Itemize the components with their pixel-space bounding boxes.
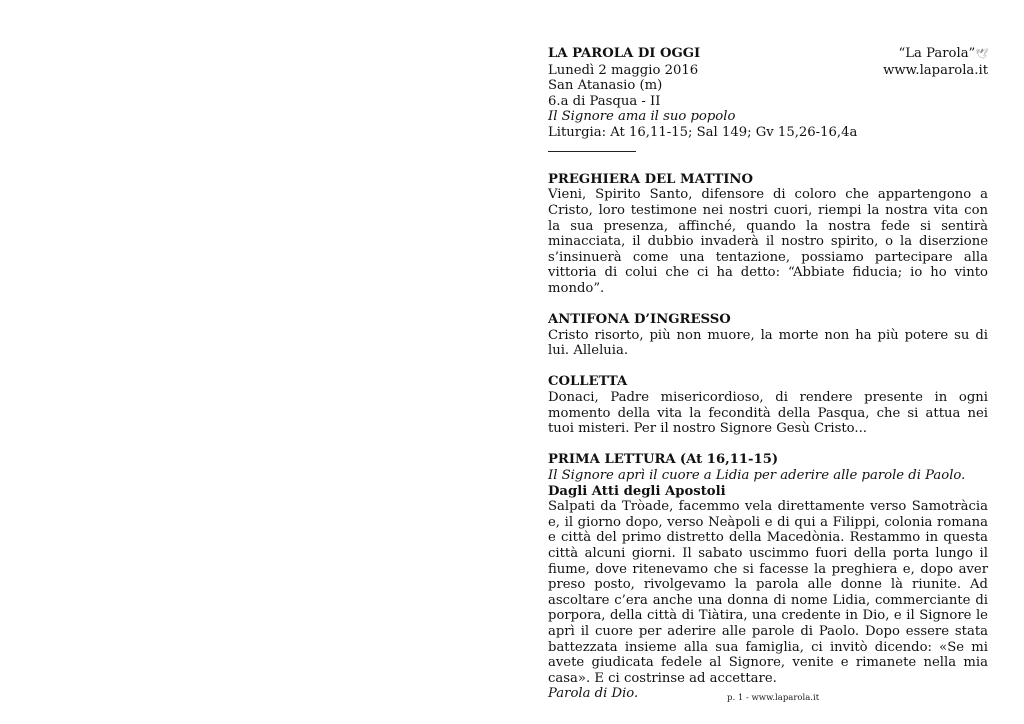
section-text-colletta: Donaci, Padre misericordioso, di rendere presente in ogni momento della vita la fecondità della Pasqua, che si attua nei tuoi misteri. Per il nostro Signore Gesù Cristo...: [548, 390, 988, 437]
lettura-source: Dagli Atti degli Apostoli: [548, 483, 726, 499]
section-text-lettura: Salpati da Tròade, facemmo vela direttamente verso Samotràcia e, il giorno dopo, verso Neàpoli e di qui a Filippi, colonia romana e città del primo distretto della Macedònia. Restammo in questa città alcuni giorni. Il sabato uscimmo fuori della porta lungo il fiume, dove ritenevamo che si facesse la preghiera e, dopo aver preso posto, rivolgevamo la parola alle donne là riunite. Ad ascoltare c’era anche una donna di nome Lidia, commerciante di porpora, della città di Tiàtira, una credente in Dio, e il Signore le aprì il cuore per aderire alle parole di Paolo. Dopo essere stata battezzata insieme alla sua famiglia, ci invitò dicendo: «Se mi avete giudicata fedele al Signore, venite e rimanete nella mia casa». E ci costrinse ad accettare.: [548, 499, 988, 686]
section-title-preghiera: PREGHIERA DEL MATTINO: [548, 171, 753, 187]
brand-label: “La Parola”: [898, 46, 976, 61]
section-text-antifona: Cristo risorto, più non muore, la morte non ha più potere su di lui. Alleluia.: [548, 327, 988, 359]
saint: San Atanasio (m): [548, 78, 663, 94]
document-page: [548, 46, 988, 702]
liturgical-week: 6.a di Pasqua - II: [548, 93, 661, 109]
lettura-reference: (At 16,11-15): [679, 452, 779, 468]
section-heading-lettura: [548, 452, 988, 468]
lettura-subtitle: Il Signore aprì il cuore a Lidia per aderire alle parole di Paolo.: [548, 468, 966, 484]
lettura-closing: Parola di Dio.: [548, 686, 639, 702]
header-row-1: [548, 46, 988, 63]
theme: Il Signore ama il suo popolo: [548, 109, 736, 125]
liturgy-refs: Liturgia: At 16,11-15; Sal 149; Gv 15,26-16,4a: [548, 124, 858, 140]
page-footer: p. 1 - www.laparola.it: [727, 693, 820, 703]
date: Lunedì 2 maggio 2016: [548, 62, 699, 78]
section-title-antifona: ANTIFONA D’INGRESSO: [548, 312, 731, 328]
brand: [899, 46, 988, 63]
section-title-colletta: COLLETTA: [548, 374, 628, 390]
header-row-2: [548, 63, 988, 79]
section-text-preghiera: Vieni, Spirito Santo, difensore di coloro che appartengono a Cristo, loro testimone nei nostri cuori, riempi la nostra vita con la sua presenza, affinché, quando la nostra fede si sentirà minacciata, il dubbio invaderà il nostro spirito, o la diserzione s’insinuerà come una tentazione, possiamo partecipare alla vittoria di colui che ci ha detto: “Abbiate fiducia; io ho vinto mondo”.: [548, 187, 988, 296]
dove-icon: 🕊: [975, 49, 988, 60]
document-title: LA PAROLA DI OGGI: [548, 46, 701, 61]
divider: [548, 141, 988, 157]
section-title-lettura: PRIMA LETTURA: [548, 452, 676, 468]
site-link[interactable]: www.laparola.it: [883, 62, 988, 78]
